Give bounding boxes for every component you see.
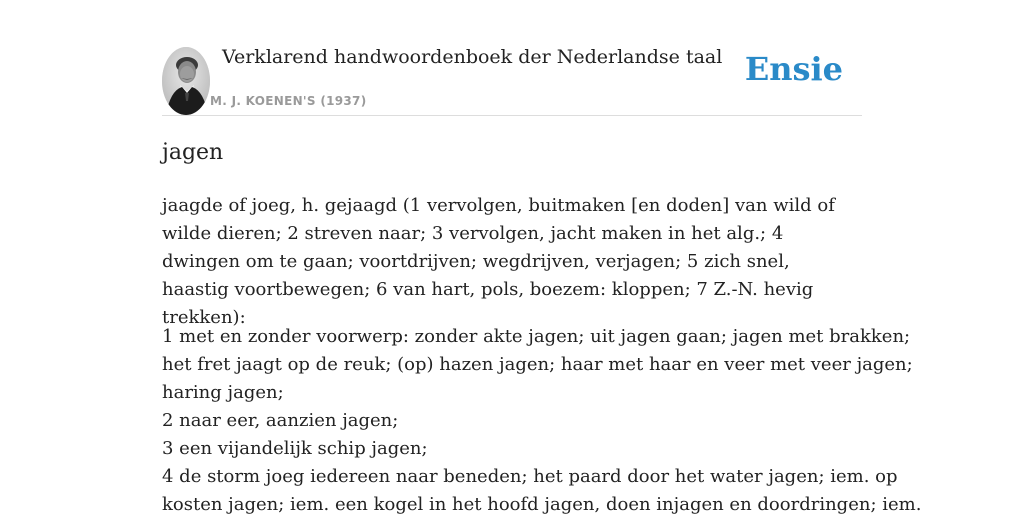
book-author: M. J. KOENEN'S (1937) xyxy=(210,94,367,108)
example-line: 2 naar eer, aanzien jagen; xyxy=(162,410,399,431)
header xyxy=(162,0,862,116)
entry-examples xyxy=(162,323,922,519)
example-line: 3 een vijandelijk schip jagen; xyxy=(162,438,428,459)
example-line: 1 met en zonder voorwerp: zonder akte jagen; uit jagen gaan; jagen met brakken; xyxy=(162,326,911,347)
author-portrait-icon xyxy=(162,47,210,115)
entry-headword: jagen xyxy=(162,140,224,165)
example-line: 4 de storm joeg iedereen naar beneden; het paard door het water jagen; iem. op xyxy=(162,466,898,487)
example-line: kosten jagen; iem. een kogel in het hoofd jagen, doen injagen en doordringen; iem. xyxy=(162,494,922,515)
page xyxy=(162,0,922,515)
example-line: het fret jaagt op de reuk; (op) hazen jagen; haar met haar en veer met veer jagen; xyxy=(162,354,913,375)
example-line: haring jagen; xyxy=(162,382,284,403)
entry-definition: jaagde of joeg, h. gejaagd (1 vervolgen, buitmaken [en doden] van wild of wilde dieren; 2 streven naar; 3 vervolgen, jacht maken in het alg.; 4 dwingen om te gaan; voortdrijven; wegdrijven, verjagen; 5 zich snel, haastig voortbewegen; 6 van hart, pols, boezem: kloppen; 7 Z.-N. hevig trekken): xyxy=(162,195,835,328)
book-title: Verklarend handwoordenboek der Nederlandse taal xyxy=(222,46,723,68)
brand-logo-link[interactable]: Ensie xyxy=(744,50,843,88)
